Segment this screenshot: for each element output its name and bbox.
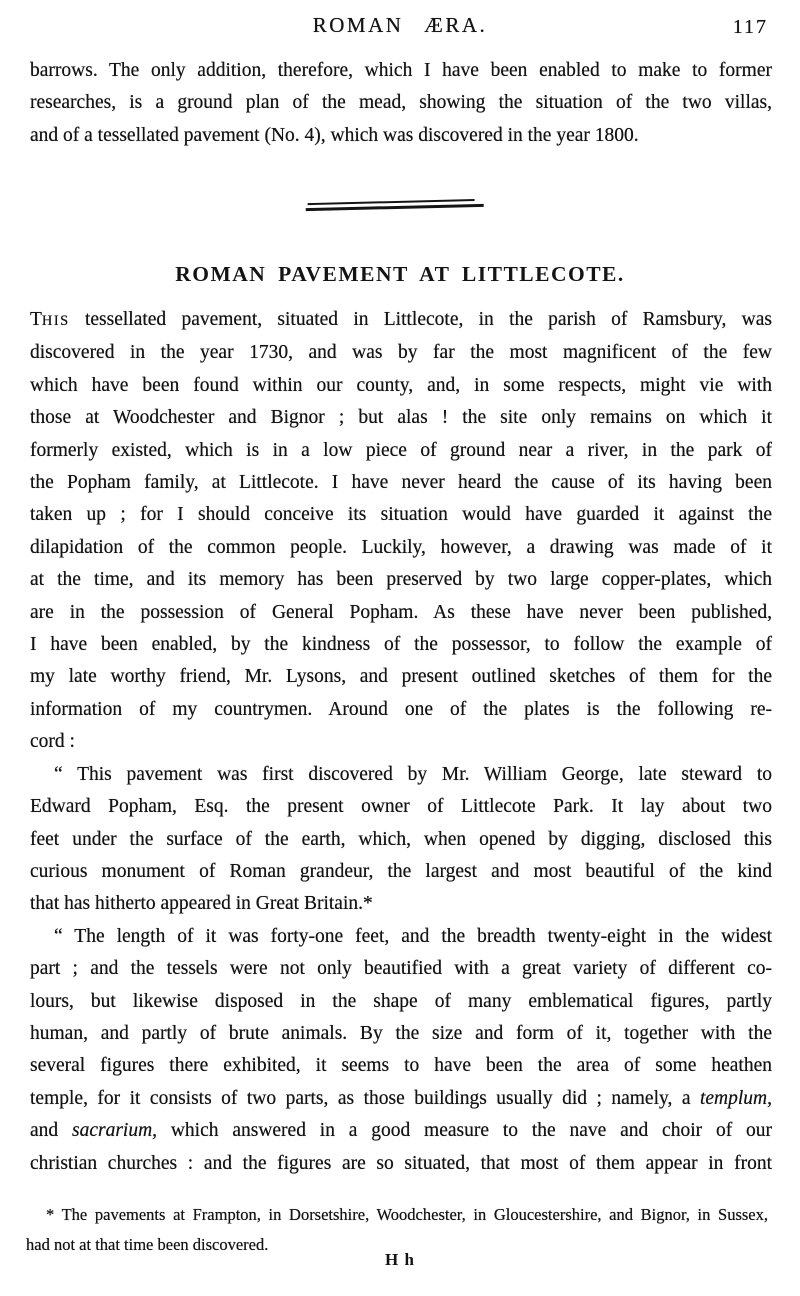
paragraph	[30, 759, 772, 921]
text-line	[30, 1018, 772, 1050]
text-segment: which have been found within our county, and, in some respects, might vie with	[30, 374, 772, 396]
text-segment: temple, for it consists of two parts, as those buildings usually did ; namely, a	[30, 1087, 700, 1109]
text-segment: “ The length of it was forty-one feet, and the breadth twenty-eight in the widest	[54, 925, 772, 947]
text-segment: lours, but likewise disposed in the shape of many emblematical figures, partly	[30, 990, 772, 1012]
text-line	[30, 499, 772, 531]
paragraph	[30, 55, 772, 152]
section-divider-rule	[306, 199, 484, 211]
text-line	[30, 337, 772, 369]
text-line	[30, 597, 772, 629]
text-segment: feet under the surface of the earth, which, when opened by digging, disclosed this	[30, 828, 772, 850]
text-line	[30, 87, 772, 119]
text-line	[30, 986, 772, 1018]
text-line	[30, 759, 772, 791]
text-line	[30, 1148, 772, 1180]
text-line	[30, 467, 772, 499]
text-line	[30, 824, 772, 856]
text-segment: formerly existed, which is in a low piece of ground near a river, in the park of	[30, 439, 772, 461]
text-line	[30, 888, 772, 920]
text-line	[30, 304, 772, 337]
running-head: ROMAN ÆRA.	[312, 13, 488, 37]
text-segment: part ; and the tessels were not only beautified with a great variety of different co-	[30, 958, 772, 980]
text-segment: tessellated pavement, situated in Littlecote, in the parish of Ramsbury, was	[69, 309, 772, 330]
text-segment: christian churches : and the figures are so situated, that most of them appear in front	[30, 1152, 772, 1174]
divider-thick-line	[306, 204, 484, 211]
text-segment: information of my countrymen. Around one of the plates is the following re-	[30, 698, 772, 720]
italic-text-segment: templum,	[699, 1087, 772, 1109]
text-line	[30, 55, 772, 87]
smallcaps-text-segment: HIS	[41, 313, 70, 329]
text-segment: which answered in a good measure to the nave and choir of our	[157, 1120, 772, 1142]
text-segment: had not at that time been discovered.	[26, 1235, 269, 1254]
text-segment: human, and partly of brute animals. By the size and form of it, together with the	[30, 1022, 772, 1044]
text-segment: that has hitherto appeared in Great Britain.*	[30, 893, 373, 915]
text-segment: at the time, and its memory has been preserved by two large copper-plates, which	[30, 569, 772, 591]
text-segment: my late worthy friend, Mr. Lysons, and present outlined sketches of them for the	[30, 666, 772, 688]
signature-mark: H h	[385, 1250, 415, 1269]
text-line	[30, 953, 772, 985]
text-segment: dilapidation of the common people. Luckily, however, a drawing was made of it	[30, 536, 772, 558]
body-text-block	[30, 304, 772, 1180]
text-line	[30, 402, 772, 434]
text-line	[30, 370, 772, 402]
text-segment: barrows. The only addition, therefore, which I have been enabled to make to former	[30, 60, 772, 81]
paragraph	[30, 304, 772, 759]
text-line	[30, 120, 772, 152]
text-segment: several figures there exhibited, it seems to have been the area of some heathen	[30, 1055, 772, 1077]
text-line	[30, 921, 772, 953]
text-segment: discovered in the year 1730, and was by far the most magnificent of the few	[30, 342, 772, 364]
text-line	[30, 1050, 772, 1082]
text-segment: “ This pavement was first discovered by Mr. William George, late steward to	[54, 763, 772, 785]
text-segment: Edward Popham, Esq. the present owner of Littlecote Park. It lay about two	[30, 796, 772, 818]
text-segment: T	[30, 309, 42, 330]
text-segment: * The pavements at Frampton, in Dorsetshire, Woodchester, in Gloucestershire, and Bignor, in Sussex,	[46, 1205, 768, 1224]
text-segment: are in the possession of General Popham. As these have never been published,	[30, 601, 772, 623]
text-line	[30, 1083, 772, 1115]
section-heading: ROMAN PAVEMENT AT LITTLECOTE.	[175, 262, 625, 286]
text-line	[30, 856, 772, 888]
italic-text-segment: sacrarium,	[71, 1120, 158, 1142]
text-line	[30, 532, 772, 564]
text-segment: cord :	[30, 731, 75, 753]
text-line	[30, 791, 772, 823]
text-line	[30, 694, 772, 726]
text-segment: and	[30, 1120, 72, 1142]
text-line	[30, 629, 772, 661]
text-segment: I have been enabled, by the kindness of the possessor, to follow the example of	[30, 634, 772, 656]
text-segment: and of a tessellated pavement (No. 4), which was discovered in the year 1800.	[30, 124, 639, 146]
text-line	[30, 1115, 772, 1147]
text-segment: taken up ; for I should conceive its situation would have guarded it against the	[30, 504, 772, 526]
intro-paragraph-block	[30, 55, 772, 152]
text-segment: those at Woodchester and Bignor ; but alas ! the site only remains on which it	[30, 407, 772, 429]
text-segment: researches, is a ground plan of the mead, showing the situation of the two villas,	[30, 92, 772, 114]
text-segment: curious monument of Roman grandeur, the largest and most beautiful of the kind	[30, 860, 772, 882]
text-segment: the Popham family, at Littlecote. I have never heard the cause of its having been	[30, 472, 772, 494]
text-line	[30, 435, 772, 467]
text-line	[30, 726, 772, 758]
page-number: 117	[732, 16, 768, 38]
text-line	[26, 1200, 768, 1230]
text-line	[30, 661, 772, 693]
paragraph	[30, 921, 772, 1180]
text-line	[30, 564, 772, 596]
